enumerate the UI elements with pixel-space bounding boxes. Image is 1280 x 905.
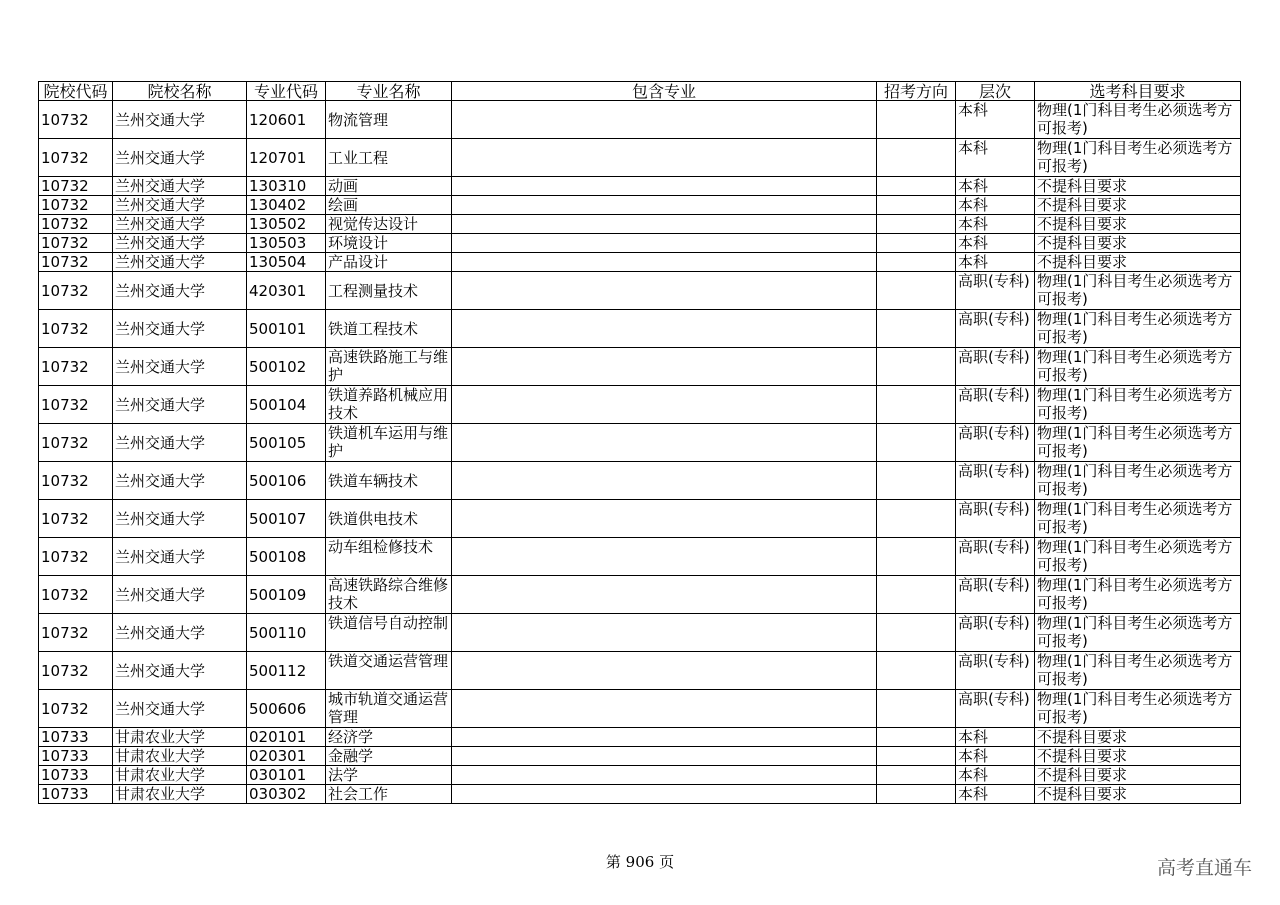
cell-school-name: 兰州交通大学 (113, 253, 247, 272)
cell-major-code: 500112 (247, 652, 326, 690)
cell-major-code: 500107 (247, 500, 326, 538)
cell-school-code: 10733 (39, 766, 113, 785)
cell-school-code: 10732 (39, 215, 113, 234)
cell-level: 本科 (956, 728, 1035, 747)
cell-direction (877, 310, 956, 348)
cell-included-majors (452, 652, 877, 690)
cell-subject-requirement: 物理(1门科目考生必须选考方可报考) (1035, 690, 1241, 728)
cell-subject-requirement: 物理(1门科目考生必须选考方可报考) (1035, 386, 1241, 424)
cell-school-code: 10732 (39, 348, 113, 386)
cell-included-majors (452, 234, 877, 253)
table-row (39, 310, 1241, 348)
cell-level: 高职(专科) (956, 614, 1035, 652)
cell-major-code: 500101 (247, 310, 326, 348)
cell-direction (877, 614, 956, 652)
cell-major-name: 铁道信号自动控制 (326, 614, 452, 652)
table-row (39, 462, 1241, 500)
cell-included-majors (452, 766, 877, 785)
cell-major-code: 130310 (247, 177, 326, 196)
cell-major-name: 铁道工程技术 (326, 310, 452, 348)
cell-included-majors (452, 690, 877, 728)
cell-level: 高职(专科) (956, 310, 1035, 348)
cell-subject-requirement: 物理(1门科目考生必须选考方可报考) (1035, 348, 1241, 386)
cell-level: 高职(专科) (956, 272, 1035, 310)
cell-major-code: 500108 (247, 538, 326, 576)
cell-school-code: 10732 (39, 690, 113, 728)
cell-subject-requirement: 物理(1门科目考生必须选考方可报考) (1035, 500, 1241, 538)
cell-major-code: 120701 (247, 139, 326, 177)
cell-subject-requirement: 物理(1门科目考生必须选考方可报考) (1035, 272, 1241, 310)
cell-included-majors (452, 215, 877, 234)
cell-included-majors (452, 101, 877, 139)
cell-subject-requirement: 不提科目要求 (1035, 785, 1241, 804)
cell-major-name: 社会工作 (326, 785, 452, 804)
cell-direction (877, 785, 956, 804)
cell-school-name: 兰州交通大学 (113, 310, 247, 348)
table-row (39, 576, 1241, 614)
cell-included-majors (452, 576, 877, 614)
cell-school-code: 10732 (39, 272, 113, 310)
cell-level: 本科 (956, 234, 1035, 253)
cell-school-name: 甘肃农业大学 (113, 785, 247, 804)
cell-major-name: 铁道供电技术 (326, 500, 452, 538)
cell-school-code: 10732 (39, 177, 113, 196)
cell-major-code: 130502 (247, 215, 326, 234)
cell-major-name: 环境设计 (326, 234, 452, 253)
table-row (39, 728, 1241, 747)
cell-major-name: 动画 (326, 177, 452, 196)
cell-subject-requirement: 不提科目要求 (1035, 728, 1241, 747)
table-row (39, 652, 1241, 690)
cell-direction (877, 101, 956, 139)
cell-direction (877, 424, 956, 462)
cell-level: 本科 (956, 196, 1035, 215)
header-major-name: 专业名称 (326, 82, 452, 101)
header-school-code: 院校代码 (39, 82, 113, 101)
cell-major-name: 金融学 (326, 747, 452, 766)
cell-direction (877, 272, 956, 310)
header-direction: 招考方向 (877, 82, 956, 101)
cell-direction (877, 386, 956, 424)
cell-school-name: 甘肃农业大学 (113, 728, 247, 747)
cell-school-code: 10732 (39, 652, 113, 690)
cell-direction (877, 139, 956, 177)
cell-subject-requirement: 不提科目要求 (1035, 747, 1241, 766)
cell-level: 高职(专科) (956, 538, 1035, 576)
cell-direction (877, 500, 956, 538)
cell-direction (877, 234, 956, 253)
cell-major-code: 030302 (247, 785, 326, 804)
cell-major-name: 铁道交通运营管理 (326, 652, 452, 690)
cell-subject-requirement: 物理(1门科目考生必须选考方可报考) (1035, 101, 1241, 139)
cell-major-name: 经济学 (326, 728, 452, 747)
cell-school-code: 10732 (39, 386, 113, 424)
cell-major-code: 500104 (247, 386, 326, 424)
cell-major-code: 130402 (247, 196, 326, 215)
cell-included-majors (452, 785, 877, 804)
cell-school-code: 10733 (39, 728, 113, 747)
cell-included-majors (452, 196, 877, 215)
table-row (39, 538, 1241, 576)
cell-subject-requirement: 物理(1门科目考生必须选考方可报考) (1035, 614, 1241, 652)
cell-subject-requirement: 物理(1门科目考生必须选考方可报考) (1035, 310, 1241, 348)
cell-direction (877, 348, 956, 386)
cell-level: 本科 (956, 766, 1035, 785)
cell-school-code: 10733 (39, 747, 113, 766)
cell-school-name: 兰州交通大学 (113, 234, 247, 253)
table-row (39, 101, 1241, 139)
cell-major-name: 视觉传达设计 (326, 215, 452, 234)
cell-subject-requirement: 物理(1门科目考生必须选考方可报考) (1035, 139, 1241, 177)
cell-direction (877, 196, 956, 215)
cell-school-code: 10732 (39, 462, 113, 500)
cell-direction (877, 462, 956, 500)
cell-school-code: 10732 (39, 139, 113, 177)
cell-subject-requirement: 不提科目要求 (1035, 253, 1241, 272)
cell-subject-requirement: 物理(1门科目考生必须选考方可报考) (1035, 652, 1241, 690)
cell-major-code: 020301 (247, 747, 326, 766)
cell-major-name: 工业工程 (326, 139, 452, 177)
cell-school-name: 兰州交通大学 (113, 500, 247, 538)
cell-school-name: 兰州交通大学 (113, 462, 247, 500)
cell-subject-requirement: 不提科目要求 (1035, 177, 1241, 196)
cell-school-name: 兰州交通大学 (113, 614, 247, 652)
cell-level: 高职(专科) (956, 690, 1035, 728)
cell-included-majors (452, 310, 877, 348)
cell-level: 高职(专科) (956, 652, 1035, 690)
cell-level: 本科 (956, 101, 1035, 139)
cell-subject-requirement: 物理(1门科目考生必须选考方可报考) (1035, 538, 1241, 576)
cell-school-code: 10732 (39, 538, 113, 576)
cell-major-name: 产品设计 (326, 253, 452, 272)
cell-school-name: 兰州交通大学 (113, 576, 247, 614)
watermark: 高考直通车 (1156, 857, 1252, 879)
cell-included-majors (452, 424, 877, 462)
cell-included-majors (452, 272, 877, 310)
cell-major-code: 500606 (247, 690, 326, 728)
cell-school-code: 10733 (39, 785, 113, 804)
cell-level: 高职(专科) (956, 500, 1035, 538)
header-major-code: 专业代码 (247, 82, 326, 101)
cell-level: 高职(专科) (956, 348, 1035, 386)
cell-level: 高职(专科) (956, 424, 1035, 462)
table-row (39, 177, 1241, 196)
cell-level: 本科 (956, 253, 1035, 272)
cell-school-name: 兰州交通大学 (113, 215, 247, 234)
cell-direction (877, 652, 956, 690)
header-subject-requirement: 选考科目要求 (1035, 82, 1241, 101)
cell-school-name: 兰州交通大学 (113, 652, 247, 690)
cell-subject-requirement: 不提科目要求 (1035, 196, 1241, 215)
cell-level: 本科 (956, 747, 1035, 766)
cell-school-code: 10732 (39, 424, 113, 462)
cell-direction (877, 215, 956, 234)
cell-school-name: 兰州交通大学 (113, 196, 247, 215)
cell-level: 高职(专科) (956, 462, 1035, 500)
table-row (39, 196, 1241, 215)
cell-level: 高职(专科) (956, 576, 1035, 614)
cell-major-code: 420301 (247, 272, 326, 310)
cell-level: 高职(专科) (956, 386, 1035, 424)
cell-school-name: 兰州交通大学 (113, 690, 247, 728)
cell-major-code: 500105 (247, 424, 326, 462)
cell-direction (877, 177, 956, 196)
cell-major-name: 物流管理 (326, 101, 452, 139)
cell-direction (877, 576, 956, 614)
cell-included-majors (452, 538, 877, 576)
table-row (39, 139, 1241, 177)
cell-included-majors (452, 139, 877, 177)
table-row (39, 348, 1241, 386)
header-level: 层次 (956, 82, 1035, 101)
cell-included-majors (452, 728, 877, 747)
admission-table (38, 81, 1241, 804)
cell-school-name: 兰州交通大学 (113, 538, 247, 576)
cell-school-name: 兰州交通大学 (113, 424, 247, 462)
cell-school-code: 10732 (39, 101, 113, 139)
cell-school-name: 兰州交通大学 (113, 272, 247, 310)
cell-school-name: 兰州交通大学 (113, 177, 247, 196)
table-row (39, 614, 1241, 652)
header-row (39, 82, 1241, 101)
table-row (39, 253, 1241, 272)
table-row (39, 785, 1241, 804)
cell-major-code: 500102 (247, 348, 326, 386)
cell-direction (877, 766, 956, 785)
header-included-majors: 包含专业 (452, 82, 877, 101)
cell-school-code: 10732 (39, 614, 113, 652)
cell-included-majors (452, 348, 877, 386)
cell-direction (877, 690, 956, 728)
cell-major-name: 高速铁路施工与维护 (326, 348, 452, 386)
cell-subject-requirement: 不提科目要求 (1035, 215, 1241, 234)
cell-major-code: 020101 (247, 728, 326, 747)
cell-school-name: 兰州交通大学 (113, 348, 247, 386)
cell-major-code: 500110 (247, 614, 326, 652)
cell-major-name: 工程测量技术 (326, 272, 452, 310)
table-row (39, 424, 1241, 462)
cell-level: 本科 (956, 785, 1035, 804)
cell-school-code: 10732 (39, 196, 113, 215)
cell-school-code: 10732 (39, 310, 113, 348)
header-school-name: 院校名称 (113, 82, 247, 101)
cell-school-code: 10732 (39, 253, 113, 272)
cell-included-majors (452, 500, 877, 538)
cell-major-name: 绘画 (326, 196, 452, 215)
cell-direction (877, 253, 956, 272)
table-row (39, 747, 1241, 766)
table-row (39, 690, 1241, 728)
cell-major-name: 铁道机车运用与维护 (326, 424, 452, 462)
table-body (39, 101, 1241, 804)
cell-major-name: 铁道养路机械应用技术 (326, 386, 452, 424)
cell-major-name: 法学 (326, 766, 452, 785)
cell-direction (877, 747, 956, 766)
cell-included-majors (452, 747, 877, 766)
cell-school-name: 兰州交通大学 (113, 386, 247, 424)
cell-major-code: 500106 (247, 462, 326, 500)
cell-school-name: 兰州交通大学 (113, 139, 247, 177)
cell-subject-requirement: 不提科目要求 (1035, 766, 1241, 785)
cell-included-majors (452, 614, 877, 652)
cell-school-name: 甘肃农业大学 (113, 766, 247, 785)
cell-major-code: 130503 (247, 234, 326, 253)
cell-included-majors (452, 177, 877, 196)
cell-level: 本科 (956, 177, 1035, 196)
table-row (39, 215, 1241, 234)
page-number: 第 906 页 (605, 853, 675, 871)
cell-subject-requirement: 物理(1门科目考生必须选考方可报考) (1035, 424, 1241, 462)
cell-school-name: 甘肃农业大学 (113, 747, 247, 766)
cell-major-name: 城市轨道交通运营管理 (326, 690, 452, 728)
cell-major-code: 030101 (247, 766, 326, 785)
cell-school-code: 10732 (39, 500, 113, 538)
cell-included-majors (452, 386, 877, 424)
cell-direction (877, 538, 956, 576)
cell-school-name: 兰州交通大学 (113, 101, 247, 139)
cell-subject-requirement: 不提科目要求 (1035, 234, 1241, 253)
cell-major-code: 500109 (247, 576, 326, 614)
cell-included-majors (452, 253, 877, 272)
table-row (39, 272, 1241, 310)
cell-level: 本科 (956, 215, 1035, 234)
cell-major-code: 120601 (247, 101, 326, 139)
cell-school-code: 10732 (39, 576, 113, 614)
table-row (39, 500, 1241, 538)
cell-school-code: 10732 (39, 234, 113, 253)
table-row (39, 386, 1241, 424)
cell-included-majors (452, 462, 877, 500)
cell-direction (877, 728, 956, 747)
cell-major-name: 铁道车辆技术 (326, 462, 452, 500)
cell-major-code: 130504 (247, 253, 326, 272)
cell-level: 本科 (956, 139, 1035, 177)
table-row (39, 234, 1241, 253)
cell-major-name: 高速铁路综合维修技术 (326, 576, 452, 614)
cell-major-name: 动车组检修技术 (326, 538, 452, 576)
table-row (39, 766, 1241, 785)
cell-subject-requirement: 物理(1门科目考生必须选考方可报考) (1035, 576, 1241, 614)
cell-subject-requirement: 物理(1门科目考生必须选考方可报考) (1035, 462, 1241, 500)
